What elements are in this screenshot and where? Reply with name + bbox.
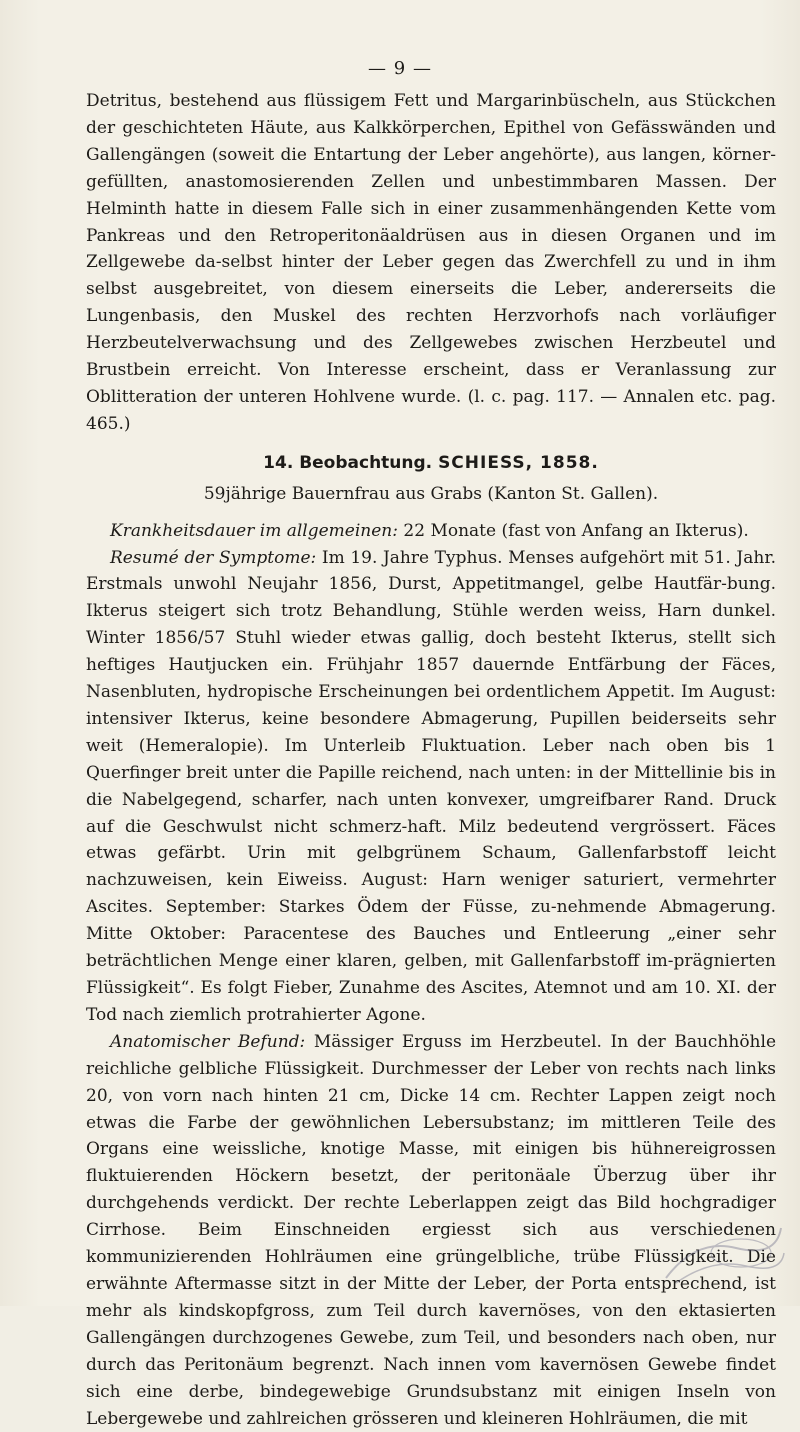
findings-label: Anatomischer Befund: bbox=[110, 1031, 306, 1052]
section-title: 14. Beobachtung. bbox=[263, 452, 433, 473]
intro-paragraph: Detritus, bestehend aus flüssigem Fett und Margarinbüscheln, aus Stückchen der geschichteten Häute, aus Kalkkörperchen, Epithel von Gefässwänden und Gallengängen (soweit die Entartung der Leber angehörte), aus langen, körner-gefüllten, anastomosierenden Zellen und unbestimmbaren Massen. Der Helminth hatte in diesem Falle sich in einer zusammenhängenden Kette vom Pankreas und den Retroperitonäaldrüsen aus in diesen Organen und im Zellgewebe da-selbst hinter der Leber gegen das Zwerchfell zu und in ihm selbst ausgebreitet, von diesem einerseits die Leber, andererseits die Lungenbasis, den Muskel des rechten Herzvorhofs nach vorläufiger Herzbeutelverwachsung und des Zellgewebes zwischen Herzbeutel und Brustbein erreicht. Von Interesse erscheint, dass er Veranlassung zur Oblitteration der unteren Hohlvene wurde. (l. c. pag. 117. — Annalen etc. pag. 465.) bbox=[86, 91, 776, 434]
section-heading bbox=[86, 450, 776, 477]
library-stamp-mark bbox=[656, 1218, 786, 1288]
symptoms-paragraph bbox=[86, 545, 776, 1029]
symptoms-label: Resumé der Symptome: bbox=[110, 547, 317, 568]
page-number-header: — 9 — bbox=[368, 58, 432, 79]
duration-text: 22 Monate (fast von Anfang an Ikterus). bbox=[398, 520, 749, 541]
symptoms-text: Im 19. Jahre Typhus. Menses aufgehört mit 51. Jahr. Erstmals unwohl Neujahr 1856, Durst, Appetitmangel, gelbe Hautfär-bung. Ikterus steigert sich trotz Behandlung, Stühle werden weiss, Harn dunkel. Winter 1856/57 Stuhl wieder etwas gallig, doch besteht Ikterus, stellt sich heftiges Hautjucken ein. Frühjahr 1857 dauernde Entfärbung der Fäces, Nasenbluten, hydropische Erscheinungen bei ordentlichem Appetit. Im August: intensiver Ikterus, keine besondere Abmagerung, Pupillen beiderseits sehr weit (Hemeralopie). Im Unterleib Fluktuation. Leber nach oben bis 1 Querfinger breit unter die Papille reichend, nach unten: in der Mittellinie bis in die Nabelgegend, scharfer, nach unten konvexer, umgreifbarer Rand. Druck auf die Geschwulst nicht schmerz-haft. Milz bedeutend vergrössert. Fäces etwas gefärbt. Urin mit gelbgrünem Schaum, Gallenfarbstoff leicht nachzuweisen, kein Eiweiss. August: Harn weniger saturiert, vermehrter Ascites. September: Starkes Ödem der Füsse, zu-nehmende Abmagerung. Mitte Oktober: Paracentese des Bauches und Entleerung „einer sehr beträchtlichen Menge einer klaren, gelben, mit Gallenfarbstoff im-prägnierten Flüssigkeit“. Es folgt Fieber, Zunahme des Ascites, Atemnot und am 10. XI. der Tod nach ziemlich protrahierter Agone. bbox=[86, 547, 776, 1025]
duration-label: Krankheitsdauer im allgemeinen: bbox=[110, 520, 398, 541]
section-author-year: SCHIESS, 1858. bbox=[438, 452, 599, 473]
duration-paragraph bbox=[86, 518, 776, 545]
findings-text: Mässiger Erguss im Herzbeutel. In der Bauchhöhle reichliche gelbliche Flüssigkeit. Durchmesser der Leber von rechts nach links 20, von vorn nach hinten 21 cm, Dicke 14 cm. Rechter Lappen zeigt noch etwas die Farbe der gewöhnlichen Lebersubstanz; im mittleren Teile des Organs eine weissliche, knotige Masse, mit einigen bis hühnereigrossen fluktuierenden Höckern besetzt, der peritonäale Überzug über ihr durchgehends verdickt. Der rechte Leberlappen zeigt das Bild hochgradiger Cirrhose. Beim Einschneiden ergiesst sich aus verschiedenen kommunizierenden Hohlräumen eine grüngelbliche, trübe Flüssigkeit. Die erwähnte Aftermasse sitzt in der Mitte der Leber, der Porta entsprechend, ist mehr als kindskopfgross, zum Teil durch kavernöses, von den ektasierten Gallengängen durchzogenes Gewebe, zum Teil, und besonders nach oben, nur durch das Peritonäum begrenzt. Nach innen vom kavernösen Gewebe findet sich eine derbe, bindegewebige Grundsubstanz mit einigen Inseln von Lebergewebe und zahlreichen grösseren und kleineren Hohlräumen, die mit bbox=[86, 1031, 777, 1429]
patient-line: 59jährige Bauernfrau aus Grabs (Kanton St. Gallen). bbox=[203, 483, 659, 504]
